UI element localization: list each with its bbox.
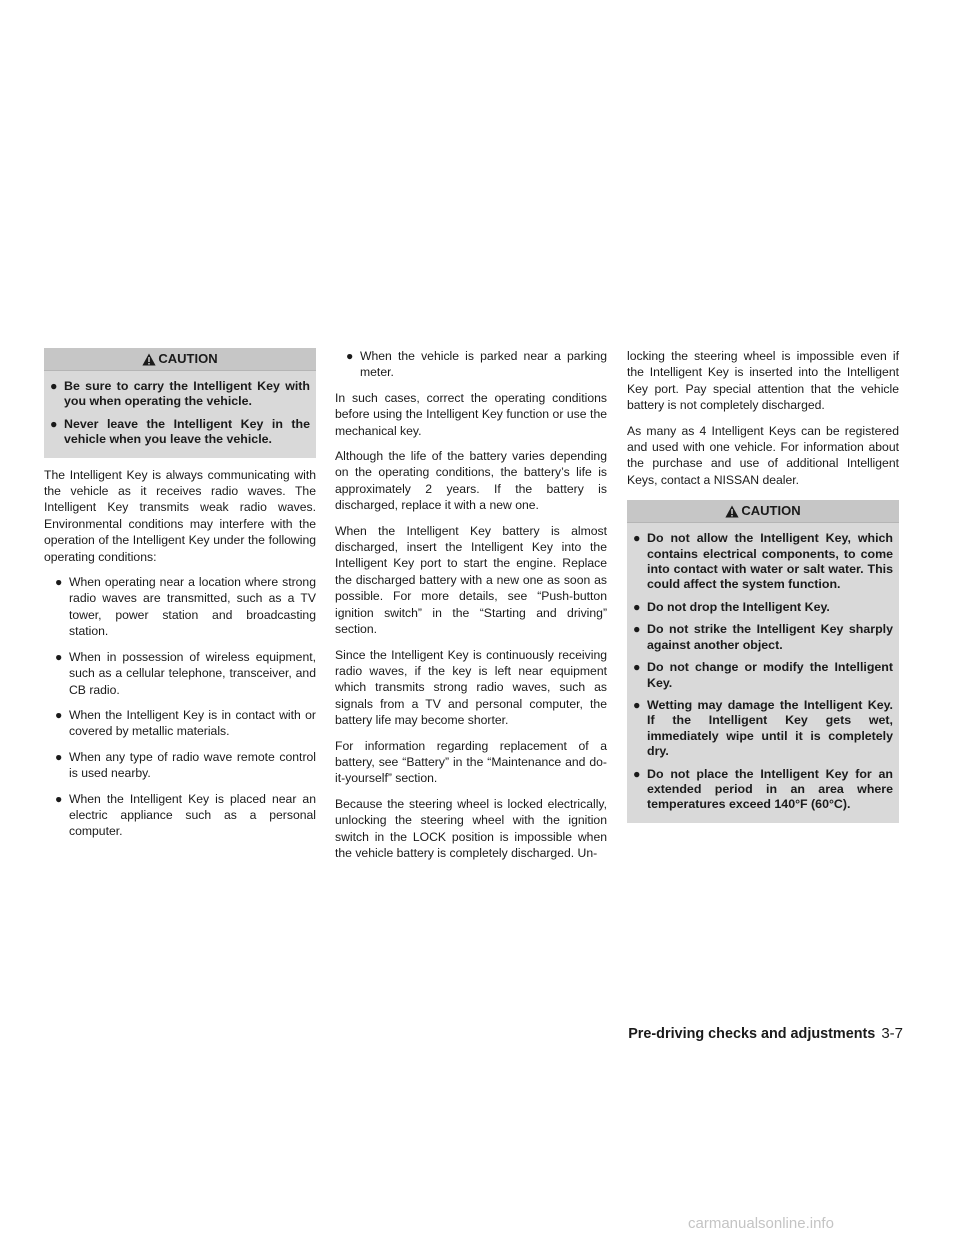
condition-text: When operating near a location where strong radio waves are transmitted, such as a TV tower, power station and broadcasting station.: [69, 575, 316, 639]
condition-text: When the Intelligent Key is placed near an electric appliance such as a personal computer.: [69, 791, 316, 839]
condition-item: [44, 749, 316, 782]
caution-item-text: Do not allow the Intelligent Key, which contains electrical components, to come into contact with water or salt water. This could affect the system function.: [647, 531, 893, 592]
paragraph: In such cases, correct the operating conditions before using the Intelligent Key function or use the mechanical key.: [335, 390, 607, 438]
column-3: [627, 348, 899, 832]
caution-item: [44, 414, 316, 452]
caution-box-1: [44, 348, 316, 458]
bullet: ●: [55, 707, 63, 722]
paragraph: Since the Intelligent Key is continuously receiving radio waves, if the key is left near equipment which transmits strong radio waves, such as signals from a TV and personal computer, the battery life may become shorter.: [335, 647, 607, 728]
condition-item: [335, 348, 607, 381]
caution-item-text: Do not drop the Intelligent Key.: [647, 599, 830, 614]
paragraph: For information regarding replacement of a battery, see “Battery” in the “Maintenance and do-it-yourself” section.: [335, 738, 607, 786]
caution-item: [627, 528, 899, 597]
bullet: ●: [50, 416, 58, 431]
bullet: ●: [346, 349, 354, 363]
condition-text: When the vehicle is parked near a parking meter.: [360, 349, 607, 380]
condition-text: When in possession of wireless equipment, such as a cellular telephone, transceiver, and CB radio.: [69, 649, 316, 697]
bullet: ●: [55, 649, 63, 664]
column-2: [335, 348, 607, 870]
caution-title: CAUTION: [158, 350, 218, 366]
caution-item: [627, 619, 899, 657]
bullet: ●: [633, 660, 641, 675]
page-footer: [613, 1025, 903, 1042]
condition-item: [44, 574, 316, 640]
warning-triangle-icon: [725, 505, 739, 518]
watermark: carmanualsonline.info: [688, 1215, 834, 1232]
intro-paragraph: The Intelligent Key is always communicating with the vehicle as it receives radio waves. The Intelligent Key transmits weak radio waves. Environmental conditions may interfere with the operation of the Intelligent Key under the following operating conditions:: [44, 467, 316, 564]
paragraph: Because the steering wheel is locked electrically, unlocking the steering wheel with the ignition switch in the LOCK position is impossible when the vehicle battery is completely discharged. Un-: [335, 796, 607, 860]
caution-item-text: Be sure to carry the Intelligent Key with you when operating the vehicle.: [64, 379, 310, 409]
caution-item-text: Do not change or modify the Intelligent Key.: [647, 660, 893, 690]
caution-item-text: Wetting may damage the Intelligent Key. If the Intelligent Key gets wet, immediately wipe until it is completely dry.: [647, 697, 893, 759]
bullet: ●: [633, 622, 641, 637]
caution-item-text: Never leave the Intelligent Key in the vehicle when you leave the vehicle.: [64, 416, 310, 447]
paragraph: As many as 4 Intelligent Keys can be registered and used with one vehicle. For information about the purchase and use of additional Intelligent Keys, contact a NISSAN dealer.: [627, 423, 899, 487]
bullet: ●: [55, 791, 63, 806]
column-1: [44, 348, 316, 849]
page-number: 3-7: [881, 1025, 903, 1042]
paragraph: When the Intelligent Key battery is almost discharged, insert the Intelligent Key into the Intelligent Key port to start the engine. Replace the discharged battery with a new one as soon as possible. For more details, see “Push-button ignition switch” in the “Starting and driving” section.: [335, 523, 607, 637]
bullet: ●: [50, 379, 58, 393]
bullet: ●: [633, 599, 641, 614]
caution-title: CAUTION: [741, 503, 801, 519]
bullet: ●: [633, 697, 641, 712]
caution-item-text: Do not place the Intelligent Key for an extended period in an area where temperatures exceed 140°F (60°C).: [647, 766, 893, 812]
condition-text: When any type of radio wave remote control is used nearby.: [69, 749, 316, 781]
bullet: ●: [55, 749, 63, 764]
caution-box-2: [627, 500, 899, 823]
warning-triangle-icon: [142, 353, 156, 366]
bullet: ●: [55, 575, 63, 590]
condition-item: [44, 649, 316, 698]
condition-item: [44, 791, 316, 840]
bullet: ●: [633, 766, 641, 781]
bullet: ●: [633, 531, 641, 546]
caution-item: [627, 657, 899, 695]
caution-header: [44, 348, 316, 371]
condition-item: [44, 707, 316, 740]
paragraph: locking the steering wheel is impossible even if the Intelligent Key is inserted into the Intelligent Key port. Pay special attention that the vehicle battery is not completely discharged.: [627, 349, 899, 413]
condition-text: When the Intelligent Key is in contact with or covered by metallic materials.: [69, 707, 316, 739]
section-title: Pre-driving checks and adjustments: [628, 1026, 876, 1042]
paragraph: Although the life of the battery varies depending on the operating conditions, the battery’s life is approximately 2 years. If the battery is discharged, replace it with a new one.: [335, 449, 607, 513]
caution-item: [627, 764, 899, 817]
caution-item: [627, 597, 899, 619]
caution-header: [627, 500, 899, 523]
caution-item: [44, 376, 316, 414]
caution-item: [627, 695, 899, 764]
caution-item-text: Do not strike the Intelligent Key sharply against another object.: [647, 622, 893, 652]
